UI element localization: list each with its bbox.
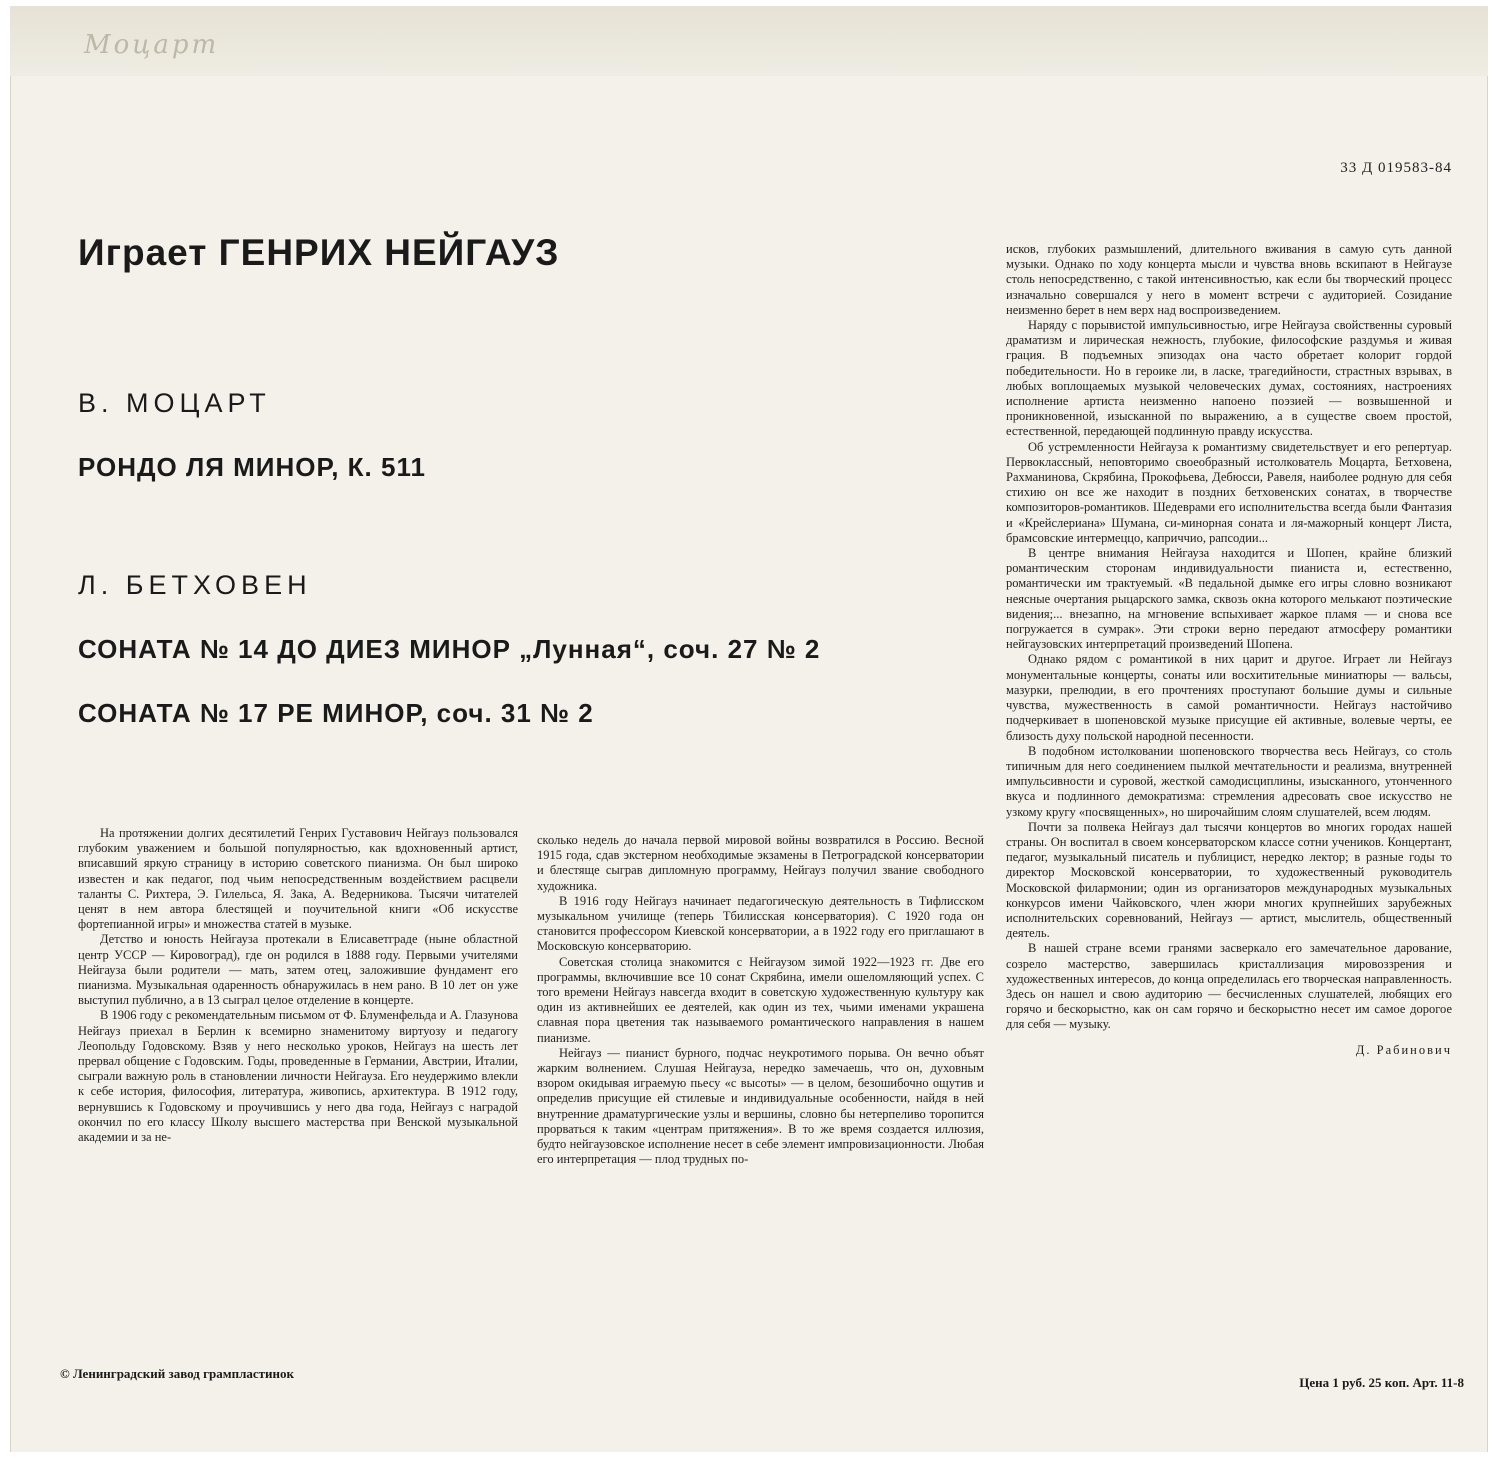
paragraph: Об устремленности Нейгауза к романтизму свидетельствует и его репертуар. Первоклассный, неповторимо своеобразный истолкователь Моцарта, Бетховена, Рахманинова, Скрябина, Прокофьева, Дебюсси, Равеля, наиболее родную для себя стихию он все же находит в поздних бетховенских сонатах, в творчестве композиторов-романтиков. Шедеврами его исполнительства всегда были Фантазия и «Крейслериана» Шумана, си-минорная соната и ля-мажорный концерт Листа, брамсовские интермеццо, каприччио, рапсодии... — [1006, 439, 1452, 545]
paragraph: сколько недель до начала первой мировой войны возвратился в Россию. Весной 1915 года, сдав экстерном необходимые экзамены в Петроградской консерватории и блестяще сыграв дипломную программу, Нейгауз получил звание свободного художника. — [537, 833, 984, 893]
work-rondo: РОНДО ЛЯ МИНОР, К. 511 — [78, 452, 426, 482]
author-signature: Д. Рабинович — [1355, 1042, 1452, 1057]
paragraph: Однако рядом с романтикой в них царит и другое. Играет ли Нейгауз монументальные концерты, сонаты или восхитительные миниатюры — вальсы, мазурки, прелюдии, в его прочтениях проступают большие думы и сильные чувства, мужественность в самой романтичности. Нейгауз настойчиво подчеркивает в шопеновской музыке присущие ей активные, волевые черты, ее близость духу польской народной песенности. — [1006, 652, 1452, 743]
paragraph: На протяжении долгих десятилетий Генрих Густавович Нейгауз пользовался глубоким уважением и большой популярностью, как вдохновенный артист, вписавший яркую страницу в историю советского пианизма. Он был широко известен и как педагог, под чьим непосредственным воздействием расцвели таланты С. Рихтера, Э. Гилельса, Я. Зака, А. Ведерникова. Тысячи читателей ценят в нем автора блестящей и поучительной книги «Об искусстве фортепианной игры» и множества статей в музыке. — [78, 826, 518, 932]
handwritten-note: Моцарт — [84, 30, 220, 60]
paragraph: В нашей стране всеми гранями засверкало его замечательное дарование, созрело мастерство, завершилась кристаллизация мировоззрения и художественных интересов, до конца определилась его творческая направленность. Здесь он нашел и свою аудиторию — бесчисленных слушателей, любящих его горячо и бескорыстно, как он сам горячо и бескорыстно несет им самое дорогое для себя — музыку. — [1006, 941, 1452, 1032]
work-sonata-17: СОНАТА № 17 РЕ МИНОР, соч. 31 № 2 — [78, 698, 594, 728]
paragraph: Нейгауз — пианист бурного, подчас неукротимого порыва. Он вечно объят жарким волнением. Слушая Нейгауза, нередко замечаешь, что он, духовным взором окидывая играемую пьесу «с высоты» — в целом, безошибочно ощутив и определив присущие ей стилевые и индивидуальные особенности, найдя в ней внутренние драматургические узлы и вершины, словно бы нетерпеливо торопится прорваться к таким «центрам притяжения». В то же время создается иллюзия, будто нейгаузовское исполнение несет в себе элемент импровизационности. Любая его интерпретация — плод трудных по- — [537, 1045, 984, 1167]
price-line: Цена 1 руб. 25 коп. Арт. 11-8 — [1299, 1375, 1464, 1390]
paragraph: Почти за полвека Нейгауз дал тысячи концертов во многих городах нашей страны. Он воспитал в своем консерваторском классе сотни учеников. Концертант, педагог, музыкальный писатель и публицист, нередко лектор; в разные годы то директор Московской консерватории, то художественный руководитель Московской филармонии; один из организаторов международных музыкальных конкурсов имени Чайковского, член жюри многих крупнейших зарубежных исполнительских соревнований, Нейгауз — артист, мыслитель, общественный деятель. — [1006, 819, 1452, 941]
paragraph: В 1906 году с рекомендательным письмом от Ф. Блуменфельда и А. Глазунова Нейгауз приехал в Берлин к всемирно знаменитому виртуозу и педагогу Леопольду Годовскому. Взяв у него несколько уроков, Нейгауз на шесть лет прервал общение с Годовским. Годы, проведенные в Германии, Австрии, Италии, сыграли важную роль в становлении личности Нейгауза. Его неудержимо влекли к себе история, философия, литература, живопись, архитектура. В 1912 году, вернувшись к Годовскому и проучившись у него два года, Нейгауз с наградой окончил по его классу Школу высшего мастерства при Венской музыкальной академии и за не- — [78, 1008, 518, 1145]
publisher-line: © Ленинградский завод грампластинок — [60, 1366, 295, 1381]
paragraph: В центре внимания Нейгауза находится и Шопен, крайне близкий романтическим сторонам индивидуальности пианиста и, естественно, романтически им трактуемый. «В педальной дымке его игры словно возникают неясные очертания рыцарского замка, сквозь окна которого мелькают поэтические видения;... внезапно, на мгновение вспыхивает жаркое пламя — и снова все погружается в сумрак». Эти строки верно передают атмосферу романтики нейгаузовских интерпретаций произведений Шопена. — [1006, 546, 1452, 652]
paragraph: В 1916 году Нейгауз начинает педагогическую деятельность в Тифлисском музыкальном училище (теперь Тбилисская консерватория). С 1920 года он становится профессором Киевской консерватории, а в 1922 году его приглашают в Московскую консерваторию. — [537, 893, 984, 954]
catalog-number: 33 Д 019583-84 — [1340, 160, 1452, 176]
paragraph: исков, глубоких размышлений, длительного вживания в самую суть данной музыки. Однако по ходу концерта мысли и чувства вновь вскипают в Нейгаузе столь непосредственно, с такой интенсивностью, как если бы творческий процесс изначально совершался у него в момент встречи с аудиторией. Созидание неизменно берет в нем верх над воспроизведением. — [1006, 242, 1452, 317]
text-column-2 — [537, 833, 984, 1167]
top-edge-strip — [10, 6, 1488, 76]
paragraph: Детство и юность Нейгауза протекали в Елисаветграде (ныне областной центр УССР — Кировоград), где он родился в 1888 году. Первыми учителями Нейгауза были родители — мать, затем отец, заложившие фундамент его пианизма. Музыкальная одаренность обнаружилась в нем рано. В 10 лет он уже выступил публично, а в 13 сыграл целое отделение в концерте. — [78, 932, 518, 1008]
text-column-3 — [1006, 242, 1452, 1058]
work-sonata-14: СОНАТА № 14 ДО ДИЕЗ МИНОР „Лунная“, соч. 27 № 2 — [78, 634, 821, 664]
album-title: Играет ГЕНРИХ НЕЙГАУЗ — [78, 232, 560, 273]
paragraph: Советская столица знакомится с Нейгаузом зимой 1922—1923 гг. Две его программы, включившие все 10 сонат Скрябина, имели ошеломляющий успех. С того времени Нейгауз навсегда входит в советскую художественную культуру как один из активнейших ее деятелей, как один из тех, чьими именами украшена славная пора цветения так называемого романтического направления в нашем пианизме. — [537, 954, 984, 1045]
paragraph: В подобном истолковании шопеновского творчества весь Нейгауз, со столь типичным для него соединением пылкой мечтательности и реализма, внутренней импульсивности и суровой, жесткой самодисциплины, изысканного, утонченного вкуса и подлинного демократизма: стремления адресовать свое искусство не узкому кругу «посвященных», но широчайшим слоям слушателей, всем людям. — [1006, 743, 1452, 819]
composer-mozart: В. МОЦАРТ — [78, 388, 271, 418]
text-column-1 — [78, 826, 518, 1145]
composer-beethoven: Л. БЕТХОВЕН — [78, 570, 312, 600]
paragraph: Наряду с порывистой импульсивностью, игре Нейгауза свойственны суровый драматизм и лирическая нежность, глубокие, философские раздумья и живая грация. В подъемных эпизодах она часто обретает колорит гордой победительности. Но в героике ли, в ласке, трагедийности, страстных взрывах, в любых воплощаемых музыкой человеческих думах, состояниях, настроениях исполнение артиста неизменно напоено поэзией — возвышенной и проникновенной, изысканной по выражению, а в существе своем простой, естественной, передающей подлинную правду искусства. — [1006, 318, 1452, 439]
